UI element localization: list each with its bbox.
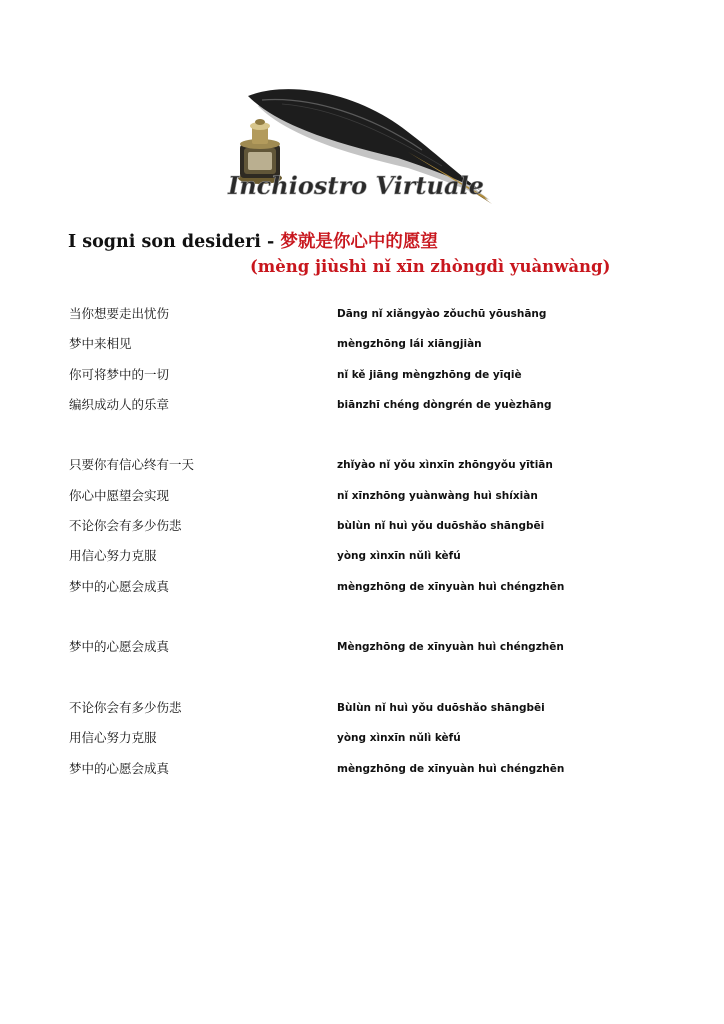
lyric-chinese: 梦中来相见: [69, 336, 132, 351]
lyric-line: [0, 637, 724, 657]
lyric-line: [0, 304, 724, 324]
lyric-pinyin: yòng xìnxīn nǔlì kèfú: [337, 550, 461, 562]
lyric-line: [0, 546, 724, 566]
lyric-line: [0, 455, 724, 475]
lyric-line: [0, 395, 724, 415]
lyric-pinyin: bùlùn nǐ huì yǒu duōshǎo shāngbēi: [337, 520, 545, 532]
lyric-pinyin: zhǐyào nǐ yǒu xìnxīn zhōngyǒu yītiān: [337, 459, 553, 471]
lyric-chinese: 你可将梦中的一切: [69, 367, 170, 382]
lyric-chinese: 你心中愿望会实现: [69, 488, 170, 503]
lyric-pinyin: biānzhī chéng dòngrén de yuèzhāng: [337, 399, 552, 411]
lyric-chinese: 梦中的心愿会成真: [69, 761, 170, 776]
lyric-pinyin: nǐ xīnzhōng yuànwàng huì shíxiàn: [337, 490, 538, 502]
lyric-line: [0, 334, 724, 354]
lyric-line: [0, 698, 724, 718]
lyric-pinyin: yòng xìnxīn nǔlì kèfú: [337, 732, 461, 744]
lyric-chinese: 不论你会有多少伤悲: [69, 518, 182, 533]
lyric-chinese: 梦中的心愿会成真: [69, 579, 170, 594]
lyric-line: [0, 759, 724, 779]
lyric-pinyin: Dāng nǐ xiǎngyào zǒuchū yōushāng: [337, 308, 547, 320]
title-italian: I sogni son desideri -: [68, 232, 275, 252]
logo-text: Inchiostro Virtuale: [228, 171, 484, 200]
lyric-chinese: 不论你会有多少伤悲: [69, 700, 182, 715]
lyric-pinyin: Bùlùn nǐ huì yǒu duōshǎo shāngbēi: [337, 702, 545, 714]
lyric-line: [0, 577, 724, 597]
lyric-chinese: 当你想要走出忧伤: [69, 306, 170, 321]
lyric-line: [0, 486, 724, 506]
lyric-chinese: 用信心努力克服: [69, 548, 157, 563]
lyric-pinyin: mèngzhōng lái xiāngjiàn: [337, 338, 482, 350]
lyric-chinese: 用信心努力克服: [69, 730, 157, 745]
lyric-line: [0, 365, 724, 385]
lyric-pinyin: mèngzhōng de xīnyuàn huì chéngzhēn: [337, 581, 565, 593]
lyric-chinese: 梦中的心愿会成真: [69, 639, 170, 654]
lyric-pinyin: mèngzhōng de xīnyuàn huì chéngzhēn: [337, 763, 565, 775]
lyric-chinese: 只要你有信心终有一天: [69, 457, 195, 472]
lyric-pinyin: Mèngzhōng de xīnyuàn huì chéngzhēn: [337, 641, 564, 653]
lyric-chinese: 编织成动人的乐章: [69, 397, 170, 412]
lyric-line: [0, 516, 724, 536]
lyric-line: [0, 728, 724, 748]
lyric-pinyin: nǐ kě jiāng mèngzhōng de yīqiè: [337, 369, 522, 381]
title-pinyin: (mèng jiùshì nǐ xīn zhòngdì yuànwàng): [250, 257, 611, 276]
title-chinese: 梦就是你心中的愿望: [280, 232, 438, 252]
